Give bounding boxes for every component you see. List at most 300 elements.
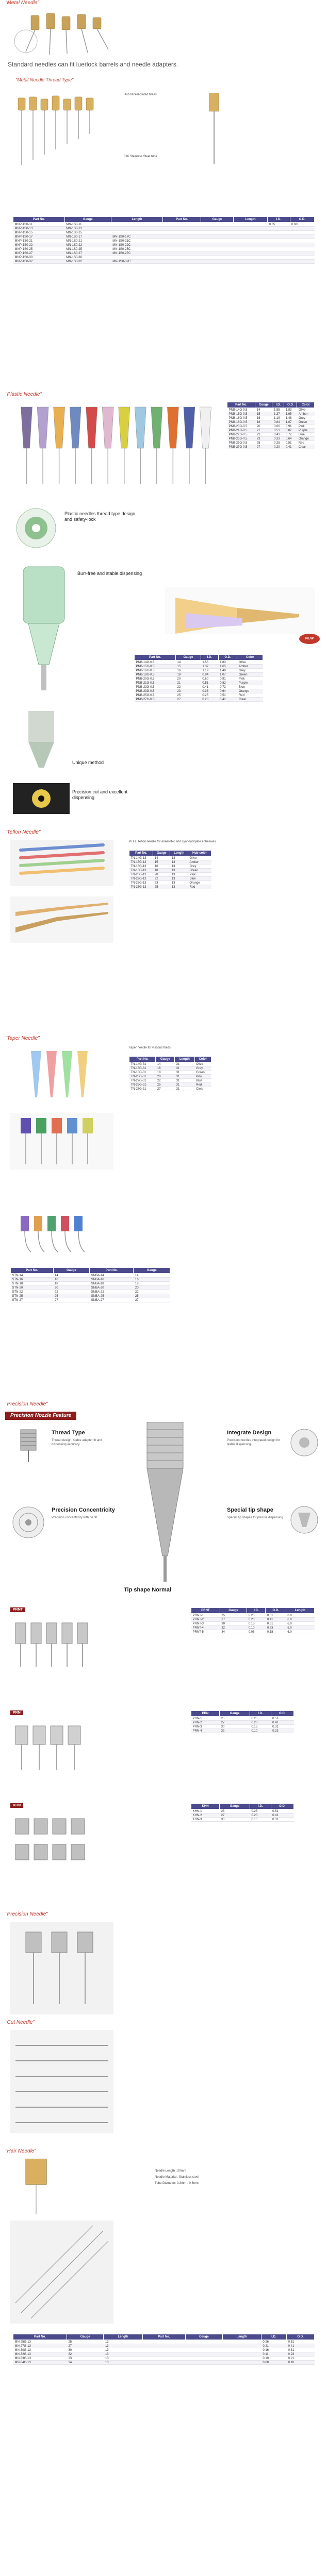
table-cell: 0.33 bbox=[272, 437, 284, 441]
table-cell: 20 bbox=[53, 1286, 90, 1290]
table-cell: 0.91 bbox=[284, 425, 297, 429]
table-row bbox=[227, 425, 315, 429]
table-cell: STN-20 bbox=[11, 1286, 54, 1290]
table-cell: 34 bbox=[67, 2361, 103, 2365]
table-row bbox=[227, 408, 315, 412]
table-cell: 18 bbox=[156, 1071, 175, 1075]
table-cell: 14 bbox=[134, 1274, 170, 1278]
table-cell: SNBA-20 bbox=[90, 1286, 134, 1290]
table-cell: Clear bbox=[297, 445, 315, 449]
table-cell: 25 bbox=[53, 1294, 90, 1298]
table-cell: 6.0 bbox=[286, 1614, 314, 1618]
table-cell: Red bbox=[194, 1083, 211, 1087]
metal-needle-heading: "Metal Needle" bbox=[5, 0, 40, 6]
table-cell: 14 bbox=[176, 660, 201, 665]
table-cell: PRNT-1 bbox=[191, 1614, 220, 1618]
table-cell: MNP-1S0-11 bbox=[13, 223, 65, 227]
table-cell: 30 bbox=[220, 1622, 247, 1626]
table-cell: 0.41 bbox=[287, 2344, 315, 2348]
table-cell bbox=[290, 256, 315, 260]
table-row bbox=[129, 1087, 211, 1091]
table-cell: MN-30G-13 bbox=[13, 2348, 67, 2352]
table-cell bbox=[201, 235, 233, 239]
table-cell: 30 bbox=[220, 1725, 250, 1729]
plastic-caption-burr: Burr-free and stable dispensing bbox=[77, 571, 142, 576]
table-cell: 31 bbox=[175, 1087, 195, 1091]
table-cell: Pink bbox=[188, 873, 211, 877]
table-cell: 1.83 bbox=[284, 408, 297, 412]
table-row bbox=[135, 689, 263, 693]
table-cell: Green bbox=[194, 1071, 211, 1075]
table-row bbox=[13, 256, 315, 260]
table-cell bbox=[186, 2340, 222, 2344]
table-row bbox=[135, 685, 263, 689]
table-cell: 14 bbox=[156, 1062, 175, 1066]
table-cell: 25 bbox=[220, 1809, 250, 1814]
table-cell: Amber bbox=[297, 412, 315, 416]
table-cell: 32 bbox=[67, 2352, 103, 2357]
table-cell: 21 bbox=[176, 681, 201, 685]
table-cell: 16 bbox=[53, 1278, 90, 1282]
table-cell bbox=[111, 223, 163, 227]
table-cell: TN-20G-13 bbox=[129, 873, 153, 877]
table-cell: 31 bbox=[175, 1075, 195, 1079]
table-row bbox=[227, 412, 315, 416]
table-cell bbox=[201, 227, 233, 231]
prnt-photo bbox=[10, 1618, 124, 1669]
table-cell bbox=[290, 231, 315, 235]
table-cell: 18 bbox=[176, 673, 201, 677]
metal-th-2: Length bbox=[111, 217, 163, 223]
table-cell: 13 bbox=[170, 860, 188, 865]
taper-needle-photo-2 bbox=[10, 1113, 113, 1170]
taper-bent-photo bbox=[10, 1211, 113, 1257]
table-cell: 22 bbox=[153, 877, 170, 881]
teflon-needle-heading: "Teflon Needle" bbox=[5, 829, 41, 835]
table-cell: MNP-1S0-13 bbox=[13, 227, 65, 231]
table-cell bbox=[233, 223, 267, 227]
plastic-th-4: Color bbox=[297, 402, 315, 408]
table-cell: PNB-25G-0.5 bbox=[135, 693, 176, 698]
table-cell: MN-1S0-13 bbox=[64, 227, 111, 231]
table-row bbox=[227, 429, 315, 433]
table-cell: 1.07 bbox=[218, 673, 237, 677]
table-row bbox=[227, 420, 315, 425]
new-badge: NEW bbox=[299, 634, 320, 644]
table-row bbox=[13, 2344, 315, 2348]
table-cell: PRNT-3 bbox=[191, 1622, 220, 1626]
taper-desc: Taper needle for viscous fluids bbox=[129, 1046, 171, 1049]
table-cell: 23 bbox=[176, 689, 201, 693]
table-row bbox=[191, 1725, 294, 1729]
table-cell bbox=[142, 2352, 186, 2357]
plastic-th-1: Gauge bbox=[255, 402, 272, 408]
table-row bbox=[13, 2352, 315, 2357]
table-cell: 33 bbox=[67, 2357, 103, 2361]
table-cell: 1.48 bbox=[284, 416, 297, 420]
table-row bbox=[13, 2357, 315, 2361]
table-cell: 0.15 bbox=[250, 1818, 271, 1822]
table-cell: 31 bbox=[175, 1066, 195, 1071]
table-row bbox=[11, 1298, 170, 1302]
table-cell: PNB-20G-0.5 bbox=[227, 425, 255, 429]
table-row bbox=[129, 877, 211, 881]
table-cell: 0.41 bbox=[271, 1814, 293, 1818]
table-cell: 27 bbox=[156, 1087, 175, 1091]
table-cell: Purple bbox=[297, 429, 315, 433]
table-cell: 0.23 bbox=[287, 2352, 315, 2357]
hair-needle-photo-2 bbox=[10, 2221, 113, 2324]
table-cell: 27 bbox=[67, 2344, 103, 2348]
metal-tube-note: 316 Stainless Steel tube bbox=[124, 155, 157, 158]
table-cell: PRN-4 bbox=[191, 1729, 220, 1733]
table-row bbox=[191, 1622, 315, 1626]
table-cell: PRNT-5 bbox=[191, 1630, 220, 1634]
table-cell: 20 bbox=[176, 677, 201, 681]
table-cell bbox=[268, 227, 290, 231]
hair-needle-heading: "Hair Needle" bbox=[5, 2148, 36, 2154]
table-cell: Olive bbox=[194, 1062, 211, 1066]
plastic-caption-unique: Unique method bbox=[72, 760, 104, 765]
table-cell: 15 bbox=[153, 860, 170, 865]
table-cell: Red bbox=[237, 693, 263, 698]
table-cell: PNB-23G-0.5 bbox=[135, 689, 176, 693]
table-cell: STN-25 bbox=[11, 1294, 54, 1298]
table-cell: PNB-21G-0.5 bbox=[135, 681, 176, 685]
plastic-needle-heading: "Plastic Needle" bbox=[5, 392, 42, 397]
table-cell: 1.55 bbox=[201, 660, 218, 665]
plastic-needle-hub bbox=[167, 407, 178, 484]
prn-table bbox=[191, 1710, 294, 1733]
table-row bbox=[135, 681, 263, 685]
table-cell: 0.60 bbox=[272, 425, 284, 429]
table-cell: PNB-14G-0.5 bbox=[135, 660, 176, 665]
table-cell: 1.37 bbox=[272, 412, 284, 416]
table-cell: SNBA-25 bbox=[90, 1294, 134, 1298]
table-cell: 1.19 bbox=[201, 669, 218, 673]
table-cell bbox=[201, 223, 233, 227]
prn-th-1: Gauge bbox=[220, 1711, 250, 1717]
table-cell: 0.25 bbox=[247, 1614, 266, 1618]
table-cell: 25 bbox=[153, 885, 170, 889]
metal-th-3: Part No. bbox=[163, 217, 201, 223]
hair-spec-diameter: Tube Diameter: 0.3mm - 0.6mm bbox=[155, 2182, 199, 2185]
table-cell: 13 bbox=[170, 865, 188, 869]
table-cell: 25 bbox=[255, 441, 272, 445]
table-cell: 27 bbox=[134, 1298, 170, 1302]
table-cell: TN-18G-13 bbox=[129, 869, 153, 873]
prn-th-0: PRN bbox=[191, 1711, 220, 1717]
table-cell: 13 bbox=[104, 2344, 142, 2348]
table-cell: 13 bbox=[170, 869, 188, 873]
table-cell bbox=[233, 256, 267, 260]
prnt-table bbox=[191, 1607, 315, 1634]
table-cell: SNBA-27 bbox=[90, 1298, 134, 1302]
metal-th-0: Part No. bbox=[13, 217, 65, 223]
table-row bbox=[13, 231, 315, 235]
integrate-design-text: Precision nozzles integrated design for stable dispensing. bbox=[227, 1439, 281, 1446]
table-cell: MNP-1S0-27 bbox=[13, 251, 65, 256]
table-cell: 0.25 bbox=[201, 693, 218, 698]
table-cell: 13 bbox=[170, 856, 188, 860]
table-cell: 0.31 bbox=[266, 1622, 286, 1626]
table-cell: 0.41 bbox=[266, 1618, 286, 1622]
hair-th-6: I.D. bbox=[261, 2334, 286, 2340]
table-row bbox=[129, 856, 211, 860]
table-row bbox=[13, 223, 315, 227]
table-cell: Pink bbox=[194, 1075, 211, 1079]
table-row bbox=[135, 669, 263, 673]
table-cell: 0.64 bbox=[218, 689, 237, 693]
table-cell bbox=[290, 227, 315, 231]
plastic-needle-hub bbox=[86, 407, 97, 484]
table-cell: MN-1S0-21C bbox=[111, 239, 163, 243]
table-cell bbox=[201, 260, 233, 264]
metal-th-6: I.D. bbox=[268, 217, 290, 223]
table-cell: MN-1S0-25C bbox=[111, 247, 163, 251]
metal-th-7: O.D. bbox=[290, 217, 315, 223]
table-cell: PRN-3 bbox=[191, 1725, 220, 1729]
table-cell: 27 bbox=[220, 1618, 247, 1622]
table-row bbox=[129, 1083, 211, 1087]
table-cell: MN-34G-13 bbox=[13, 2361, 67, 2365]
hair-needle-table bbox=[13, 2334, 315, 2365]
precision-needle-photo bbox=[10, 1922, 113, 2014]
table-cell: MN-27G-13 bbox=[13, 2344, 67, 2348]
table-cell: 13 bbox=[170, 877, 188, 881]
table-cell: 0.23 bbox=[271, 1729, 293, 1733]
table-row bbox=[11, 1282, 170, 1286]
taper-needle-section bbox=[0, 1036, 327, 1406]
table-cell: TN-25G-13 bbox=[129, 885, 153, 889]
table-cell: 31 bbox=[175, 1062, 195, 1066]
table-cell: 18 bbox=[53, 1282, 90, 1286]
table-cell: PNB-22G-0.5 bbox=[227, 433, 255, 437]
plastic-caption-thread: Plastic needles thread type design and safety-lock bbox=[64, 511, 136, 522]
table-cell bbox=[142, 2344, 186, 2348]
table-cell: 0.33 bbox=[201, 689, 218, 693]
table-cell bbox=[163, 239, 201, 243]
table-cell: PNB-23G-0.5 bbox=[227, 437, 255, 441]
plastic-thread-photo bbox=[13, 505, 59, 551]
metal-needle-table bbox=[13, 216, 315, 264]
cut-needle-photo bbox=[10, 2030, 113, 2133]
table-cell: 0.20 bbox=[250, 1814, 271, 1818]
table-cell: MN-1S0-27C bbox=[111, 251, 163, 256]
table-cell: 0.91 bbox=[218, 677, 237, 681]
table-cell: PNB-16G-0.5 bbox=[135, 669, 176, 673]
table-cell: TN-22G-13 bbox=[129, 877, 153, 881]
integrate-design-icon bbox=[289, 1427, 320, 1458]
table-cell: MN-1S0-11 bbox=[64, 223, 111, 227]
teflon-needle-photo-1 bbox=[10, 840, 113, 886]
hair-th-1: Gauge bbox=[67, 2334, 103, 2340]
table-cell bbox=[233, 260, 267, 264]
table-cell: PRN-2 bbox=[191, 1721, 220, 1725]
table-cell: 27 bbox=[220, 1814, 250, 1818]
table-cell: Blue bbox=[194, 1079, 211, 1083]
table-cell: MNP-1S0-21 bbox=[13, 239, 65, 243]
table-cell bbox=[142, 2357, 186, 2361]
metal-th-5: Length bbox=[233, 217, 267, 223]
table-cell: 0.10 bbox=[261, 2357, 286, 2361]
table-cell: 0.51 bbox=[218, 693, 237, 698]
table-cell: 23 bbox=[153, 881, 170, 885]
table-cell: 0.31 bbox=[271, 1725, 293, 1729]
plastic-caption-cut: Precision cut and excellent dispensing bbox=[72, 789, 128, 800]
table-cell: 30 bbox=[220, 1818, 250, 1822]
hair-th-5: Length bbox=[222, 2334, 261, 2340]
table-cell: PNB-22G-0.5 bbox=[135, 685, 176, 689]
thread-type-text: Thread design, stable adapter fit and dispensing accuracy. bbox=[52, 1439, 102, 1446]
table-cell: TN-16G-13 bbox=[129, 865, 153, 869]
plastic-needle-hub bbox=[37, 407, 48, 484]
table-cell: Olive bbox=[297, 408, 315, 412]
plastic-cut-photo bbox=[13, 783, 70, 814]
teflon-th-3: Hub color bbox=[188, 851, 211, 856]
taper-table bbox=[129, 1056, 211, 1091]
plastic2-th-3: O.D. bbox=[218, 655, 237, 660]
table-cell bbox=[163, 235, 201, 239]
table-cell: 25 bbox=[134, 1294, 170, 1298]
table-cell: Orange bbox=[188, 881, 211, 885]
table-cell: 25 bbox=[220, 1614, 247, 1618]
precision-nozzle-photo bbox=[132, 1422, 199, 1587]
table-cell: PNB-21G-0.5 bbox=[227, 429, 255, 433]
table-cell: 0.51 bbox=[284, 441, 297, 445]
table-cell: Green bbox=[188, 869, 211, 873]
prnt-th-0: PRNT bbox=[191, 1608, 220, 1614]
table-cell: 6.0 bbox=[286, 1626, 314, 1630]
table-cell: PRNT-4 bbox=[191, 1626, 220, 1630]
special-tip-icon bbox=[289, 1504, 320, 1535]
plastic-color-table bbox=[227, 402, 315, 449]
table-cell: PNB-16G-0.5 bbox=[227, 416, 255, 420]
table-cell bbox=[142, 2348, 186, 2352]
table-row bbox=[129, 881, 211, 885]
bent-th-2: Part No. bbox=[90, 1268, 134, 1274]
table-row bbox=[13, 251, 315, 256]
table-cell bbox=[290, 243, 315, 247]
table-cell bbox=[111, 231, 163, 235]
hair-th-7: O.D. bbox=[287, 2334, 315, 2340]
table-cell: STN-22 bbox=[11, 1290, 54, 1294]
table-cell bbox=[290, 247, 315, 251]
table-cell: 25 bbox=[220, 1717, 250, 1721]
table-row bbox=[129, 885, 211, 889]
table-cell: 0.20 bbox=[247, 1618, 266, 1622]
taper-bent-table bbox=[10, 1267, 170, 1302]
table-row bbox=[13, 247, 315, 251]
plastic-needle-color-photo bbox=[10, 402, 222, 489]
prn-label: PRN bbox=[10, 1710, 23, 1715]
table-cell bbox=[268, 247, 290, 251]
special-tip-title: Special tip shape bbox=[227, 1507, 273, 1513]
table-cell bbox=[222, 2344, 261, 2348]
table-cell: MN-1S0-17C bbox=[111, 235, 163, 239]
precision-feature-bar: Precision Nozzle Feature bbox=[5, 1412, 76, 1420]
table-cell: TN-14G-13 bbox=[129, 856, 153, 860]
table-cell: 0.18 bbox=[266, 1630, 286, 1634]
khn-table bbox=[191, 1803, 294, 1822]
table-cell: Purple bbox=[237, 681, 263, 685]
plastic-needle-hub bbox=[21, 407, 32, 484]
table-cell: 0.72 bbox=[218, 685, 237, 689]
table-cell: PRN-1 bbox=[191, 1717, 220, 1721]
table-cell: MN-1S0-25 bbox=[64, 247, 111, 251]
table-cell: 6.0 bbox=[286, 1618, 314, 1622]
table-cell: 27 bbox=[53, 1298, 90, 1302]
table-cell: STN-27 bbox=[11, 1298, 54, 1302]
table-cell bbox=[233, 251, 267, 256]
hair-needle-section bbox=[0, 2148, 327, 2561]
table-row bbox=[191, 1809, 294, 1814]
concentricity-icon bbox=[10, 1504, 46, 1540]
table-cell bbox=[233, 227, 267, 231]
metal-needle-photo bbox=[10, 10, 129, 57]
table-row bbox=[129, 1075, 211, 1079]
table-cell: 0.41 bbox=[284, 445, 297, 449]
table-cell: 16 bbox=[156, 1066, 175, 1071]
table-cell: 0.25 bbox=[250, 1717, 271, 1721]
table-cell bbox=[233, 231, 267, 235]
khn-label: KHN bbox=[10, 1803, 23, 1808]
table-cell: Orange bbox=[297, 437, 315, 441]
table-cell: TN-16G-31 bbox=[129, 1066, 156, 1071]
table-cell: 16 bbox=[176, 669, 201, 673]
taper-th-3: Color bbox=[194, 1057, 211, 1062]
table-cell: 0.21 bbox=[287, 2357, 315, 2361]
table-cell: 0.51 bbox=[272, 429, 284, 433]
table-cell: PNB-18G-0.5 bbox=[135, 673, 176, 677]
taper-needle-heading: "Taper Needle" bbox=[5, 1036, 40, 1041]
table-cell bbox=[186, 2357, 222, 2361]
table-row bbox=[11, 1294, 170, 1298]
table-cell: Clear bbox=[194, 1087, 211, 1091]
prn-photo bbox=[10, 1721, 124, 1772]
table-cell: Grey bbox=[237, 669, 263, 673]
metal-hub-note: Hub Nickel-plated brass bbox=[124, 93, 157, 96]
table-cell: 32 bbox=[220, 1729, 250, 1733]
metal-needle-section bbox=[0, 0, 327, 361]
table-cell: 0.51 bbox=[266, 1614, 286, 1618]
plastic-needle-hub bbox=[184, 407, 195, 484]
table-cell: 14 bbox=[255, 408, 272, 412]
table-cell: STN-16 bbox=[11, 1278, 54, 1282]
table-cell: 31 bbox=[175, 1071, 195, 1075]
precision-needle-heading-2: "Precision Needle" bbox=[5, 1911, 48, 1917]
table-row bbox=[13, 235, 315, 239]
teflon-desc: PTFE Teflon needle for anaerobic and cyanoacrylate adhesives bbox=[129, 840, 216, 843]
khn-th-2: I.D. bbox=[250, 1804, 271, 1809]
table-cell: 1.83 bbox=[218, 660, 237, 665]
table-cell: 0.84 bbox=[272, 420, 284, 425]
plastic2-th-2: I.D. bbox=[201, 655, 218, 660]
table-cell: Orange bbox=[237, 689, 263, 693]
table-row bbox=[191, 1814, 294, 1818]
taper-needle-photo-1 bbox=[10, 1046, 113, 1103]
table-cell: 0.41 bbox=[272, 433, 284, 437]
table-cell: 25 bbox=[176, 693, 201, 698]
table-cell: 0.25 bbox=[250, 1809, 271, 1814]
plastic-needle-big-photo bbox=[13, 562, 75, 696]
plastic-th-2: I.D. bbox=[272, 402, 284, 408]
table-cell: Amber bbox=[188, 860, 211, 865]
table-cell: PNB-20G-0.5 bbox=[135, 677, 176, 681]
table-row bbox=[135, 673, 263, 677]
bent-th-0: Part No. bbox=[11, 1268, 54, 1274]
table-cell: MN-1S0-32C bbox=[111, 260, 163, 264]
